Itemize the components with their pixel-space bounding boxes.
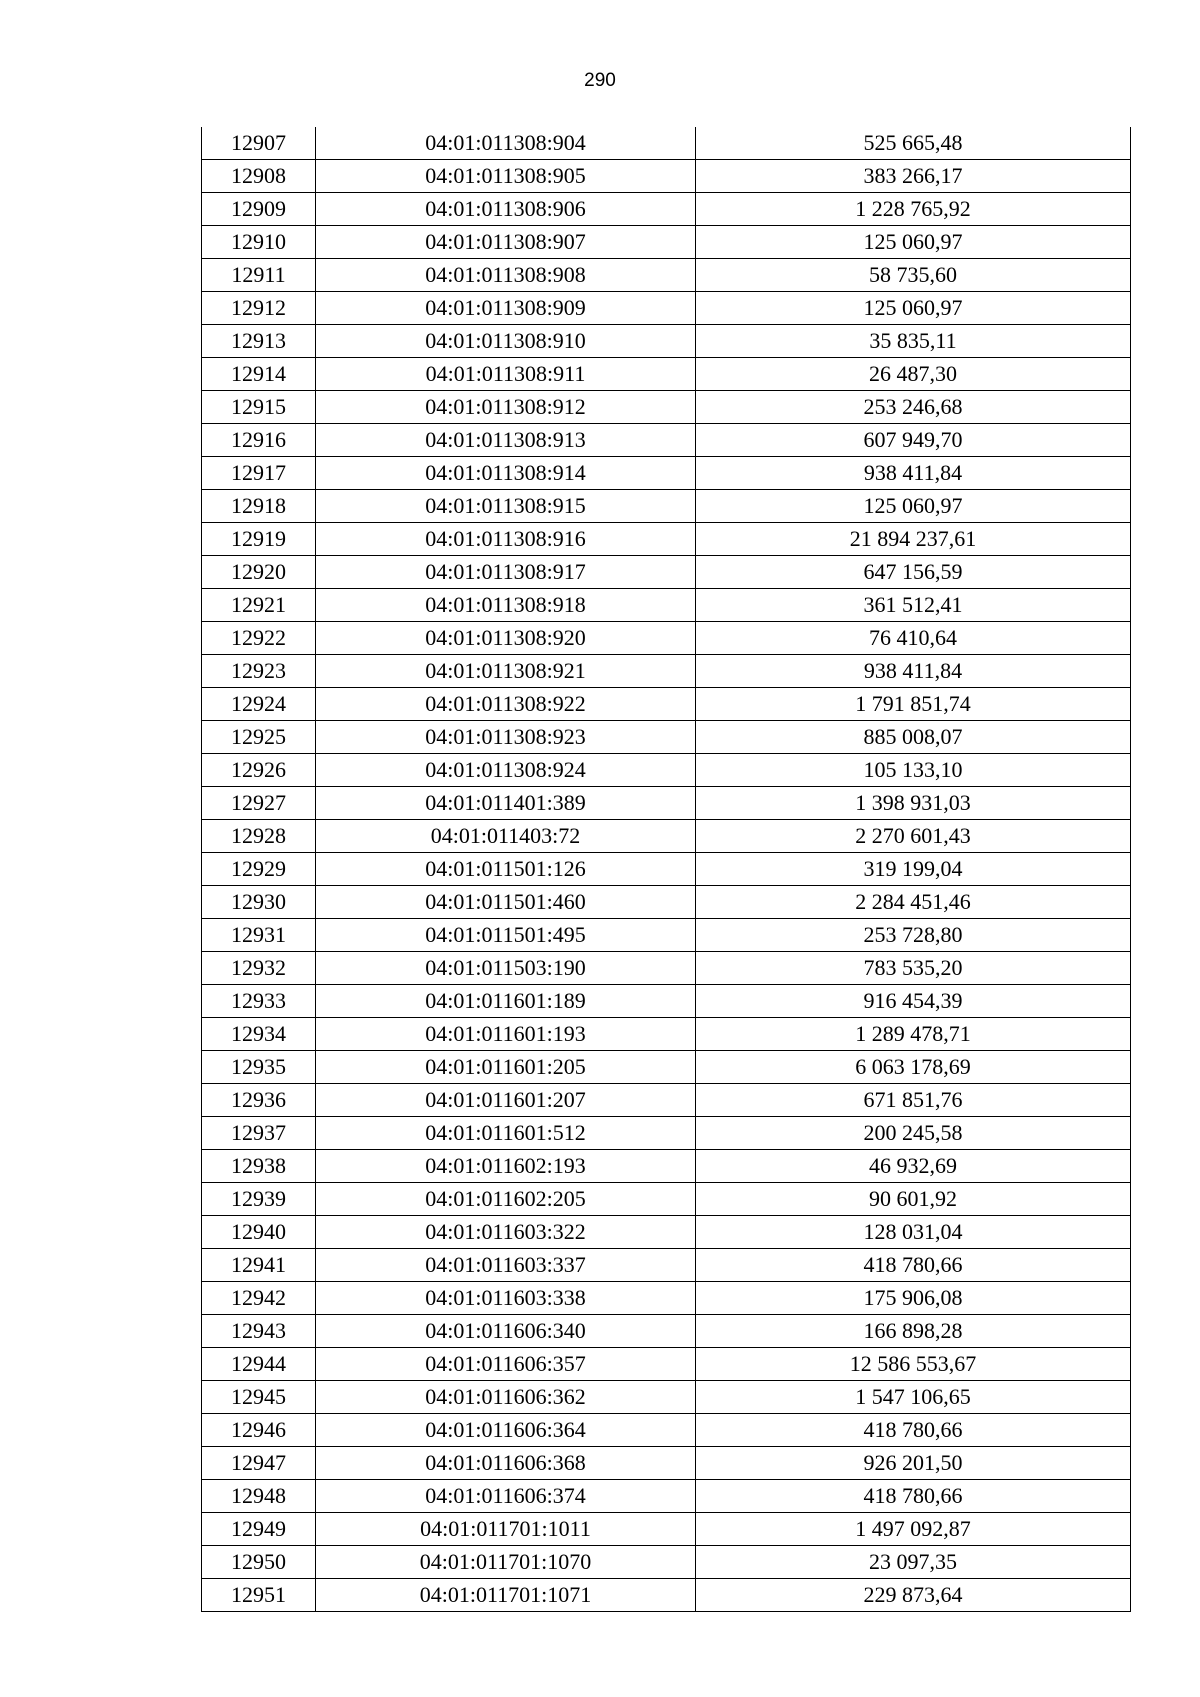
cadastral-value-cell: 21 894 237,61 xyxy=(696,523,1131,556)
table-row xyxy=(202,1546,1131,1579)
table-row xyxy=(202,1579,1131,1612)
row-number-cell: 12911 xyxy=(202,259,316,292)
cadastral-value-table xyxy=(201,127,1131,1612)
row-number-cell: 12934 xyxy=(202,1018,316,1051)
table-row xyxy=(202,127,1131,160)
cadastral-value-cell: 23 097,35 xyxy=(696,1546,1131,1579)
table-row xyxy=(202,1084,1131,1117)
row-number-cell: 12930 xyxy=(202,886,316,919)
table-row xyxy=(202,556,1131,589)
cadastral-value-cell: 253 728,80 xyxy=(696,919,1131,952)
cadastral-number-cell: 04:01:011606:362 xyxy=(316,1381,696,1414)
row-number-cell: 12913 xyxy=(202,325,316,358)
cadastral-number-cell: 04:01:011308:922 xyxy=(316,688,696,721)
table-row xyxy=(202,589,1131,622)
cadastral-value-cell: 26 487,30 xyxy=(696,358,1131,391)
table-row xyxy=(202,1216,1131,1249)
table-row xyxy=(202,523,1131,556)
table-row xyxy=(202,490,1131,523)
row-number-cell: 12918 xyxy=(202,490,316,523)
table-row xyxy=(202,325,1131,358)
cadastral-number-cell: 04:01:011503:190 xyxy=(316,952,696,985)
cadastral-number-cell: 04:01:011601:193 xyxy=(316,1018,696,1051)
table-row xyxy=(202,358,1131,391)
cadastral-number-cell: 04:01:011601:205 xyxy=(316,1051,696,1084)
cadastral-number-cell: 04:01:011308:912 xyxy=(316,391,696,424)
cadastral-number-cell: 04:01:011308:909 xyxy=(316,292,696,325)
cadastral-value-cell: 58 735,60 xyxy=(696,259,1131,292)
row-number-cell: 12925 xyxy=(202,721,316,754)
cadastral-value-cell: 125 060,97 xyxy=(696,490,1131,523)
table-row xyxy=(202,1150,1131,1183)
cadastral-value-cell: 125 060,97 xyxy=(696,292,1131,325)
row-number-cell: 12933 xyxy=(202,985,316,1018)
cadastral-number-cell: 04:01:011308:921 xyxy=(316,655,696,688)
row-number-cell: 12921 xyxy=(202,589,316,622)
row-number-cell: 12942 xyxy=(202,1282,316,1315)
cadastral-number-cell: 04:01:011606:368 xyxy=(316,1447,696,1480)
table-row xyxy=(202,391,1131,424)
cadastral-value-cell: 2 284 451,46 xyxy=(696,886,1131,919)
row-number-cell: 12927 xyxy=(202,787,316,820)
cadastral-number-cell: 04:01:011308:924 xyxy=(316,754,696,787)
cadastral-number-cell: 04:01:011601:207 xyxy=(316,1084,696,1117)
cadastral-number-cell: 04:01:011308:905 xyxy=(316,160,696,193)
cadastral-value-cell: 2 270 601,43 xyxy=(696,820,1131,853)
cadastral-value-cell: 90 601,92 xyxy=(696,1183,1131,1216)
cadastral-value-cell: 1 497 092,87 xyxy=(696,1513,1131,1546)
cadastral-number-cell: 04:01:011308:920 xyxy=(316,622,696,655)
cadastral-number-cell: 04:01:011308:910 xyxy=(316,325,696,358)
table-row xyxy=(202,160,1131,193)
table-row xyxy=(202,820,1131,853)
table-row xyxy=(202,1414,1131,1447)
row-number-cell: 12941 xyxy=(202,1249,316,1282)
cadastral-number-cell: 04:01:011603:337 xyxy=(316,1249,696,1282)
cadastral-number-cell: 04:01:011602:193 xyxy=(316,1150,696,1183)
row-number-cell: 12909 xyxy=(202,193,316,226)
cadastral-value-cell: 76 410,64 xyxy=(696,622,1131,655)
cadastral-value-cell: 166 898,28 xyxy=(696,1315,1131,1348)
cadastral-number-cell: 04:01:011601:189 xyxy=(316,985,696,1018)
cadastral-value-cell: 926 201,50 xyxy=(696,1447,1131,1480)
cadastral-number-cell: 04:01:011501:495 xyxy=(316,919,696,952)
row-number-cell: 12924 xyxy=(202,688,316,721)
table-row xyxy=(202,259,1131,292)
cadastral-number-cell: 04:01:011308:904 xyxy=(316,127,696,160)
cadastral-number-cell: 04:01:011701:1011 xyxy=(316,1513,696,1546)
row-number-cell: 12931 xyxy=(202,919,316,952)
row-number-cell: 12938 xyxy=(202,1150,316,1183)
table-row xyxy=(202,1381,1131,1414)
table-row xyxy=(202,886,1131,919)
table-row xyxy=(202,1051,1131,1084)
cadastral-number-cell: 04:01:011603:322 xyxy=(316,1216,696,1249)
cadastral-number-cell: 04:01:011308:907 xyxy=(316,226,696,259)
row-number-cell: 12948 xyxy=(202,1480,316,1513)
cadastral-value-cell: 175 906,08 xyxy=(696,1282,1131,1315)
table-row xyxy=(202,919,1131,952)
cadastral-number-cell: 04:01:011606:357 xyxy=(316,1348,696,1381)
table-row xyxy=(202,1480,1131,1513)
row-number-cell: 12923 xyxy=(202,655,316,688)
cadastral-number-cell: 04:01:011401:389 xyxy=(316,787,696,820)
row-number-cell: 12912 xyxy=(202,292,316,325)
table-row xyxy=(202,226,1131,259)
table-row xyxy=(202,853,1131,886)
table-row xyxy=(202,1117,1131,1150)
cadastral-number-cell: 04:01:011403:72 xyxy=(316,820,696,853)
cadastral-number-cell: 04:01:011308:908 xyxy=(316,259,696,292)
row-number-cell: 12910 xyxy=(202,226,316,259)
cadastral-value-cell: 1 289 478,71 xyxy=(696,1018,1131,1051)
cadastral-value-cell: 12 586 553,67 xyxy=(696,1348,1131,1381)
row-number-cell: 12950 xyxy=(202,1546,316,1579)
cadastral-number-cell: 04:01:011701:1071 xyxy=(316,1579,696,1612)
row-number-cell: 12928 xyxy=(202,820,316,853)
row-number-cell: 12926 xyxy=(202,754,316,787)
row-number-cell: 12935 xyxy=(202,1051,316,1084)
cadastral-number-cell: 04:01:011701:1070 xyxy=(316,1546,696,1579)
row-number-cell: 12908 xyxy=(202,160,316,193)
table-row xyxy=(202,1315,1131,1348)
row-number-cell: 12951 xyxy=(202,1579,316,1612)
table-body xyxy=(202,127,1131,1612)
cadastral-number-cell: 04:01:011308:915 xyxy=(316,490,696,523)
cadastral-value-cell: 105 133,10 xyxy=(696,754,1131,787)
table-row xyxy=(202,622,1131,655)
cadastral-number-cell: 04:01:011308:913 xyxy=(316,424,696,457)
cadastral-value-cell: 607 949,70 xyxy=(696,424,1131,457)
row-number-cell: 12922 xyxy=(202,622,316,655)
row-number-cell: 12939 xyxy=(202,1183,316,1216)
cadastral-number-cell: 04:01:011308:911 xyxy=(316,358,696,391)
cadastral-value-cell: 418 780,66 xyxy=(696,1480,1131,1513)
cadastral-value-cell: 319 199,04 xyxy=(696,853,1131,886)
cadastral-number-cell: 04:01:011606:364 xyxy=(316,1414,696,1447)
row-number-cell: 12946 xyxy=(202,1414,316,1447)
page-number: 290 xyxy=(584,70,616,91)
cadastral-number-cell: 04:01:011308:917 xyxy=(316,556,696,589)
cadastral-value-cell: 938 411,84 xyxy=(696,457,1131,490)
cadastral-number-cell: 04:01:011501:126 xyxy=(316,853,696,886)
table-row xyxy=(202,655,1131,688)
table-row xyxy=(202,424,1131,457)
cadastral-number-cell: 04:01:011603:338 xyxy=(316,1282,696,1315)
row-number-cell: 12920 xyxy=(202,556,316,589)
cadastral-value-cell: 418 780,66 xyxy=(696,1249,1131,1282)
cadastral-value-cell: 361 512,41 xyxy=(696,589,1131,622)
table-row xyxy=(202,1249,1131,1282)
row-number-cell: 12944 xyxy=(202,1348,316,1381)
table-row xyxy=(202,1513,1131,1546)
cadastral-value-cell: 938 411,84 xyxy=(696,655,1131,688)
table-row xyxy=(202,787,1131,820)
table-row xyxy=(202,457,1131,490)
row-number-cell: 12940 xyxy=(202,1216,316,1249)
cadastral-number-cell: 04:01:011606:340 xyxy=(316,1315,696,1348)
table-row xyxy=(202,193,1131,226)
row-number-cell: 12947 xyxy=(202,1447,316,1480)
table-row xyxy=(202,688,1131,721)
cadastral-number-cell: 04:01:011601:512 xyxy=(316,1117,696,1150)
cadastral-value-cell: 46 932,69 xyxy=(696,1150,1131,1183)
cadastral-number-cell: 04:01:011602:205 xyxy=(316,1183,696,1216)
cadastral-value-cell: 885 008,07 xyxy=(696,721,1131,754)
table-row xyxy=(202,1282,1131,1315)
cadastral-value-cell: 35 835,11 xyxy=(696,325,1131,358)
cadastral-value-cell: 525 665,48 xyxy=(696,127,1131,160)
table-row xyxy=(202,754,1131,787)
table-row xyxy=(202,1183,1131,1216)
row-number-cell: 12943 xyxy=(202,1315,316,1348)
row-number-cell: 12936 xyxy=(202,1084,316,1117)
table-row xyxy=(202,1447,1131,1480)
row-number-cell: 12916 xyxy=(202,424,316,457)
table-row xyxy=(202,1018,1131,1051)
row-number-cell: 12945 xyxy=(202,1381,316,1414)
table-row xyxy=(202,1348,1131,1381)
row-number-cell: 12907 xyxy=(202,127,316,160)
cadastral-value-cell: 383 266,17 xyxy=(696,160,1131,193)
table-row xyxy=(202,721,1131,754)
row-number-cell: 12932 xyxy=(202,952,316,985)
row-number-cell: 12917 xyxy=(202,457,316,490)
cadastral-number-cell: 04:01:011308:914 xyxy=(316,457,696,490)
cadastral-value-cell: 418 780,66 xyxy=(696,1414,1131,1447)
table-row xyxy=(202,292,1131,325)
cadastral-value-cell: 229 873,64 xyxy=(696,1579,1131,1612)
cadastral-number-cell: 04:01:011308:918 xyxy=(316,589,696,622)
cadastral-value-cell: 1 228 765,92 xyxy=(696,193,1131,226)
table-row xyxy=(202,985,1131,1018)
cadastral-number-cell: 04:01:011606:374 xyxy=(316,1480,696,1513)
row-number-cell: 12915 xyxy=(202,391,316,424)
cadastral-value-cell: 6 063 178,69 xyxy=(696,1051,1131,1084)
row-number-cell: 12914 xyxy=(202,358,316,391)
row-number-cell: 12919 xyxy=(202,523,316,556)
cadastral-value-cell: 671 851,76 xyxy=(696,1084,1131,1117)
row-number-cell: 12949 xyxy=(202,1513,316,1546)
cadastral-value-cell: 1 791 851,74 xyxy=(696,688,1131,721)
cadastral-value-cell: 1 547 106,65 xyxy=(696,1381,1131,1414)
cadastral-value-cell: 200 245,58 xyxy=(696,1117,1131,1150)
cadastral-value-cell: 125 060,97 xyxy=(696,226,1131,259)
row-number-cell: 12929 xyxy=(202,853,316,886)
cadastral-number-cell: 04:01:011308:923 xyxy=(316,721,696,754)
cadastral-number-cell: 04:01:011308:916 xyxy=(316,523,696,556)
table-row xyxy=(202,952,1131,985)
cadastral-number-cell: 04:01:011501:460 xyxy=(316,886,696,919)
cadastral-value-cell: 916 454,39 xyxy=(696,985,1131,1018)
cadastral-value-cell: 128 031,04 xyxy=(696,1216,1131,1249)
row-number-cell: 12937 xyxy=(202,1117,316,1150)
cadastral-value-cell: 647 156,59 xyxy=(696,556,1131,589)
cadastral-value-cell: 783 535,20 xyxy=(696,952,1131,985)
cadastral-value-cell: 253 246,68 xyxy=(696,391,1131,424)
cadastral-value-cell: 1 398 931,03 xyxy=(696,787,1131,820)
cadastral-number-cell: 04:01:011308:906 xyxy=(316,193,696,226)
